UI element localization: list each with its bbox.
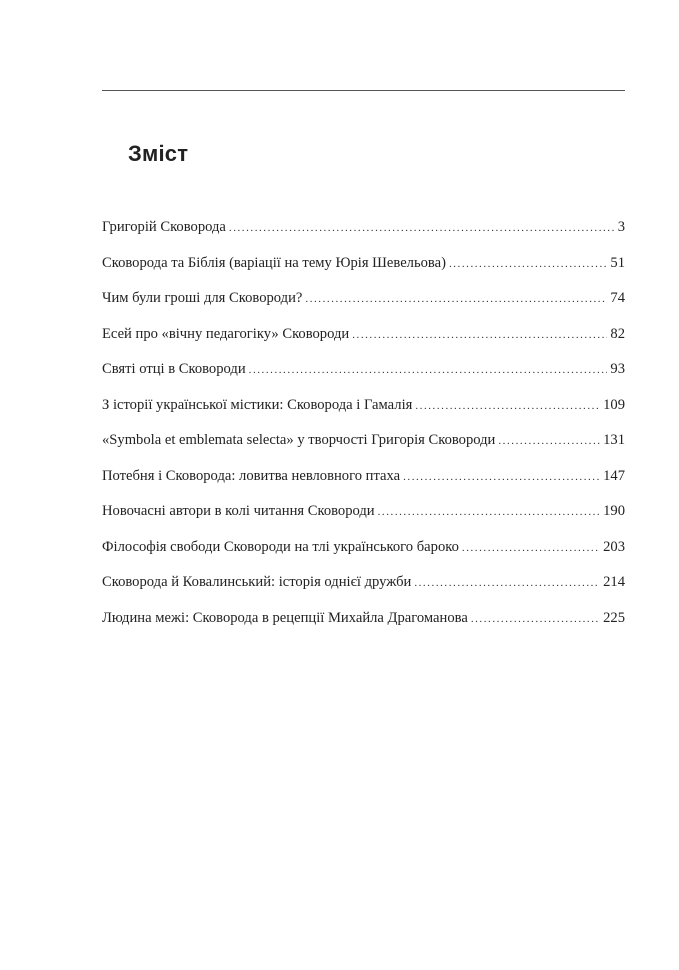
toc-entry[interactable]	[102, 395, 625, 431]
toc-entry[interactable]	[102, 288, 625, 324]
toc-page-number: 147	[603, 467, 625, 484]
toc-page-number: 3	[617, 219, 625, 235]
toc-entry-title: Есей про «вічну педагогіку» Сковороди	[102, 325, 350, 342]
toc-entry-title: Святі отці в Сковороди	[102, 361, 246, 377]
dot-leader	[403, 467, 600, 487]
toc-entry[interactable]	[102, 608, 625, 644]
toc-page-number: 214	[603, 574, 625, 590]
dot-leader	[305, 289, 607, 309]
dot-leader	[449, 254, 607, 274]
toc-entry-title: Сковорода та Біблія (варіації на тему Юрія Шевельова)	[102, 254, 446, 271]
toc-page-number: 190	[603, 503, 625, 519]
dot-leader	[471, 609, 600, 629]
dot-leader	[229, 218, 615, 238]
toc-entry-title: Філософія свободи Сковороди на тлі українського бароко	[102, 538, 459, 555]
toc-page-number: 51	[610, 254, 625, 271]
page-title: Зміст	[128, 141, 189, 166]
toc-page-number: 225	[603, 609, 625, 626]
toc-entry[interactable]	[102, 217, 625, 253]
toc-page-number: 74	[610, 290, 625, 306]
table-of-contents	[102, 217, 625, 643]
toc-page-number: 131	[603, 432, 625, 448]
toc-page-number: 203	[603, 538, 625, 555]
dot-leader	[414, 573, 600, 593]
toc-entry-title: З історії української містики: Сковорода і Гамалія	[102, 396, 413, 413]
toc-entry-title: «Symbola et emblemata selecta» у творчості Григорія Сковороди	[102, 432, 496, 448]
toc-entry-title: Григорій Сковорода	[102, 219, 226, 235]
toc-entry[interactable]	[102, 501, 625, 537]
toc-page-number: 82	[610, 325, 625, 342]
toc-page-number: 109	[603, 396, 625, 413]
dot-leader	[415, 396, 600, 416]
dot-leader	[352, 325, 607, 345]
toc-entry-title: Чим були гроші для Сковороди?	[102, 290, 303, 306]
toc-entry[interactable]	[102, 359, 625, 395]
toc-entry[interactable]	[102, 466, 625, 502]
toc-entry[interactable]	[102, 572, 625, 608]
dot-leader	[378, 502, 600, 522]
toc-entry[interactable]	[102, 324, 625, 360]
dot-leader	[498, 431, 600, 451]
toc-entry-title: Людина межі: Сковорода в рецепції Михайла Драгоманова	[102, 609, 468, 626]
toc-entry-title: Новочасні автори в колі читання Сковороди	[102, 503, 375, 519]
toc-entry-title: Потебня і Сковорода: ловитва невловного птаха	[102, 467, 401, 484]
dot-leader	[249, 360, 608, 380]
toc-page-number: 93	[610, 361, 625, 377]
dot-leader	[462, 538, 600, 558]
toc-entry[interactable]	[102, 537, 625, 573]
toc-entry-title: Сковорода й Ковалинський: історія однієї дружби	[102, 574, 412, 590]
toc-entry[interactable]	[102, 253, 625, 289]
toc-entry[interactable]	[102, 430, 625, 466]
header-rule	[102, 90, 625, 91]
